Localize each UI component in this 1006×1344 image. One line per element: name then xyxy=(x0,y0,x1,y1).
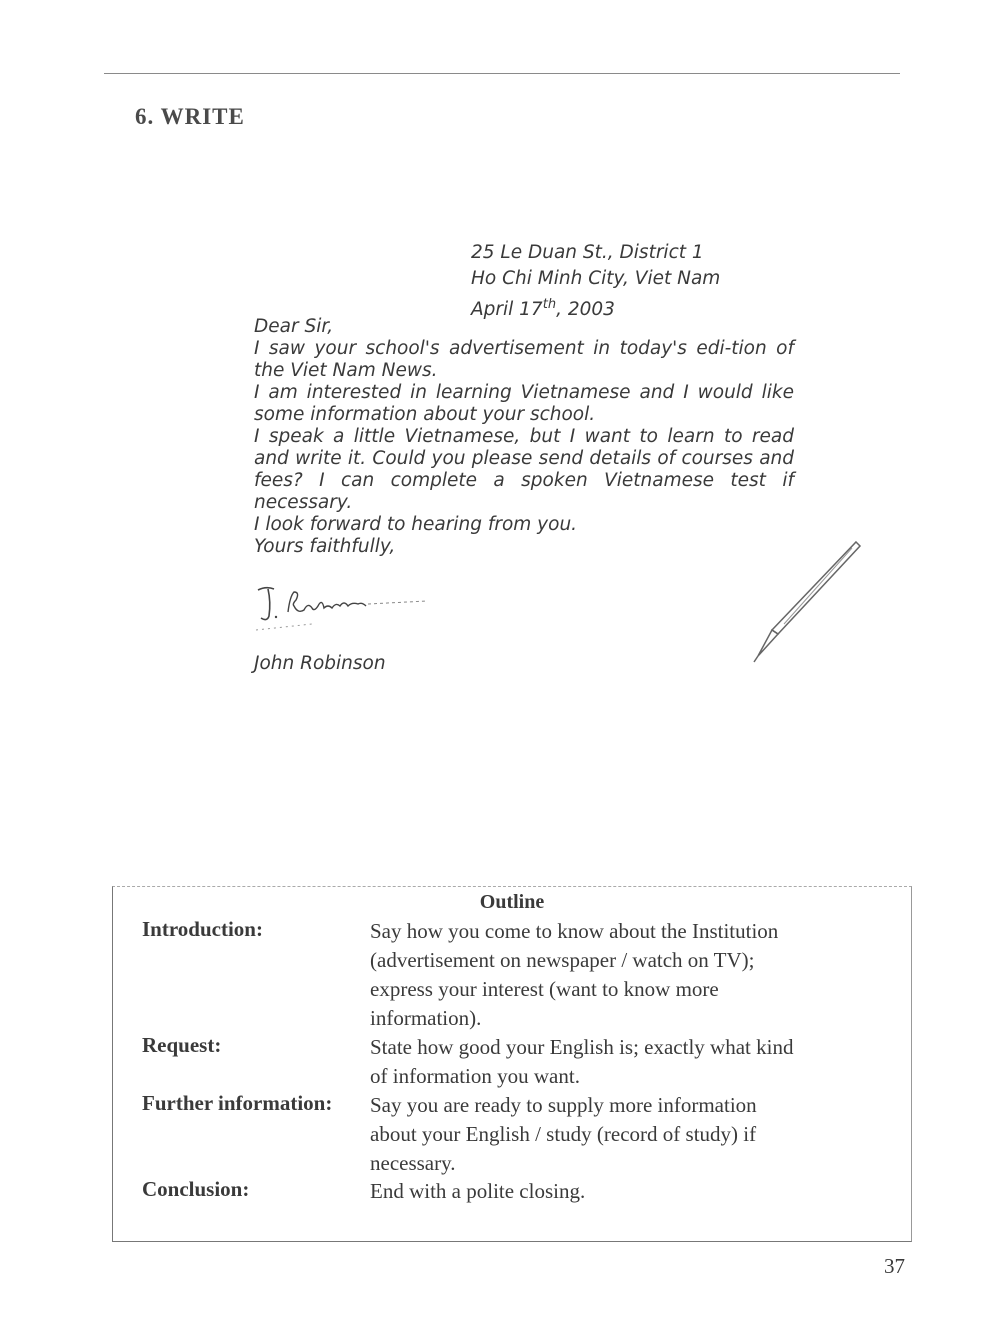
pen-icon xyxy=(748,538,868,668)
outline-line: information). xyxy=(370,1006,482,1030)
letter-paragraph: I look forward to hearing from you. xyxy=(254,514,578,535)
outline-box xyxy=(112,886,912,1242)
outline-description xyxy=(370,1091,870,1178)
outline-line: End with a polite closing. xyxy=(370,1179,586,1203)
letter-address xyxy=(471,240,720,323)
section-title: 6. WRITE xyxy=(135,104,245,129)
signer-name: John Robinson xyxy=(254,653,386,674)
outline-description xyxy=(370,1177,870,1206)
outline-label: Further information: xyxy=(142,1091,333,1115)
letter-body xyxy=(254,316,794,558)
outline-line: (advertisement on newspaper / watch on TV); xyxy=(370,948,755,972)
page-number: 37 xyxy=(884,1254,905,1278)
outline-line: of information you want. xyxy=(370,1064,580,1088)
outline-label: Introduction: xyxy=(142,917,263,941)
outline-description xyxy=(370,917,870,1033)
outline-line: about your English / study (record of study) if xyxy=(370,1122,757,1146)
date-year: , 2003 xyxy=(556,299,615,321)
date-prefix: April 17 xyxy=(471,299,543,321)
date-suffix: th xyxy=(542,297,557,312)
outline-description xyxy=(370,1033,870,1091)
address-line-2: Ho Chi Minh City, Viet Nam xyxy=(471,268,721,289)
outline-line: necessary. xyxy=(370,1151,456,1175)
letter-paragraph: I speak a little Vietnamese, but I want to learn to read and write it. Could you please send details of courses and fees? I can complete a spoken Vietnamese test if necessary. xyxy=(254,426,794,513)
letter-closing: Yours faithfully, xyxy=(254,536,396,557)
outline-line: Say how you come to know about the Institution xyxy=(370,919,779,943)
handwritten-signature xyxy=(252,580,442,640)
letter-paragraph: I saw your school's advertisement in today's edi-tion of the Viet Nam News. xyxy=(254,338,794,381)
outline-line: express your interest (want to know more xyxy=(370,977,719,1001)
outline-line: State how good your English is; exactly what kind xyxy=(370,1035,794,1059)
outline-label: Conclusion: xyxy=(142,1177,250,1201)
letter-paragraph: I am interested in learning Vietnamese and I would like some information about your school. xyxy=(254,382,794,425)
outline-label: Request: xyxy=(142,1033,222,1057)
outline-title: Outline xyxy=(479,891,545,913)
header-rule xyxy=(104,73,900,74)
address-line-1: 25 Le Duan St., District 1 xyxy=(471,242,704,263)
outline-line: Say you are ready to supply more information xyxy=(370,1093,757,1117)
letter-salutation: Dear Sir, xyxy=(254,316,334,337)
